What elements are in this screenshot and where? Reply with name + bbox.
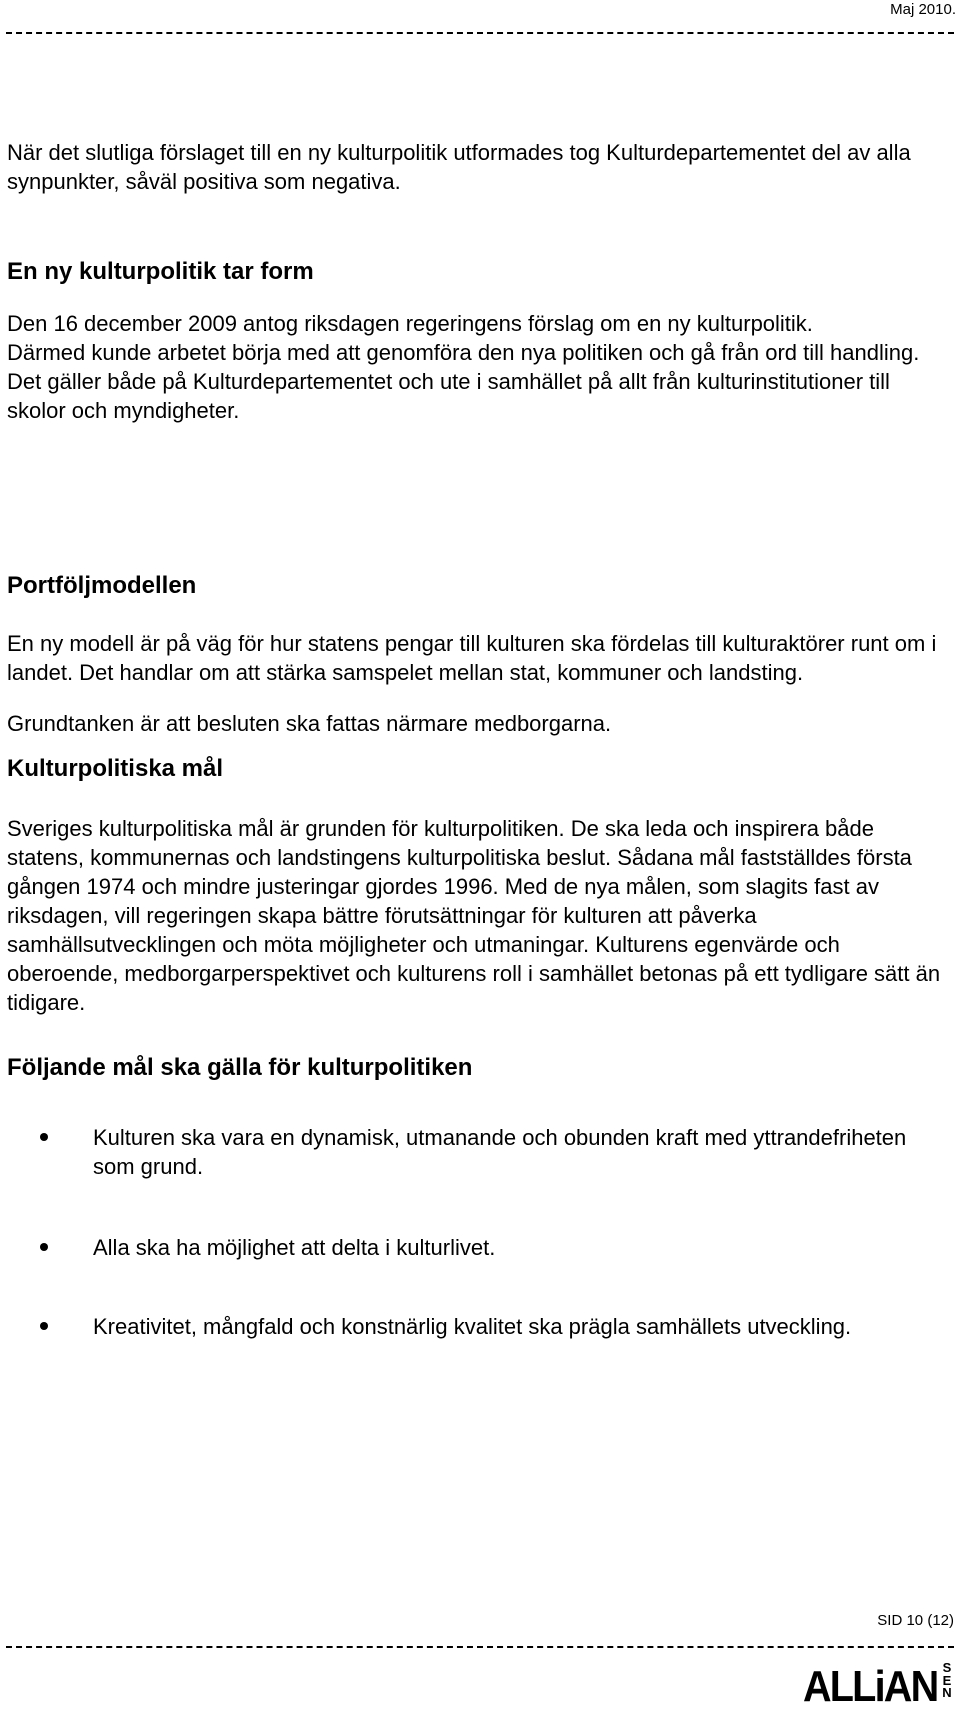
intro-paragraph: När det slutliga förslaget till en ny kulturpolitik utformades tog Kulturdepartementet del av alla synpunkter, såväl positiva som negativa. <box>7 140 911 194</box>
footer-divider <box>6 1646 954 1648</box>
alliansen-logo <box>803 1662 955 1712</box>
logo-stacked-letters: S E N <box>942 1660 952 1700</box>
list-item-text: Alla ska ha möjlighet att delta i kulturlivet. <box>93 1235 496 1260</box>
list-item <box>7 1312 947 1341</box>
logo-main-text: ALLiAN <box>803 1662 938 1711</box>
list-item-text: Kreativitet, mångfald och konstnärlig kvalitet ska prägla samhällets utveckling. <box>93 1314 852 1339</box>
section2-paragraph-2: Grundtanken är att besluten ska fattas närmare medborgarna. <box>7 711 612 736</box>
document-body <box>7 138 947 1393</box>
section1-paragraph-2: Därmed kunde arbetet börja med att genomföra den nya politiken och gå från ord till handling. Det gäller både på Kulturdepartementet och ute i samhället på allt från kulturinstitutioner till skolor och myndigheter. <box>7 340 920 423</box>
section-heading-following-goals: Följande mål ska gälla för kulturpolitiken <box>7 1054 473 1081</box>
section-heading-culture-policy-goals: Kulturpolitiska mål <box>7 755 224 782</box>
bullet-icon <box>40 1243 48 1251</box>
list-item <box>7 1123 947 1181</box>
header-divider <box>6 32 954 34</box>
header-date: Maj 2010. <box>890 1 956 18</box>
bullet-icon <box>40 1133 48 1141</box>
section-heading-new-culture-policy: En ny kulturpolitik tar form <box>7 258 314 285</box>
list-item <box>7 1233 947 1262</box>
section2-paragraph: En ny modell är på väg för hur statens pengar till kulturen ska fördelas till kulturaktörer runt om i landet. Det handlar om att stärka samspelet mellan stat, kommuner och landsting. <box>7 631 937 685</box>
section3-paragraph: Sveriges kulturpolitiska mål är grunden för kulturpolitiken. De ska leda och inspirera både statens, kommunernas och landstingens kulturpolitiska beslut. Sådana mål fastställdes första gången 1974 och mindre justeringar gjordes 1996. Med de nya målen, som slagits fast av riksdagen, vill regeringen skapa bättre förutsättningar för kulturen att påverka samhällsutvecklingen och möta möjligheter och utmaningar. Kulturens egenvärde och oberoende, medborgarperspektivet och kulturens roll i samhället betonas på ett tydligare sätt än tidigare. <box>7 816 941 1015</box>
bullet-icon <box>40 1322 48 1330</box>
section-heading-portfolio-model: Portföljmodellen <box>7 572 197 599</box>
section1-paragraph: Den 16 december 2009 antog riksdagen regeringens förslag om en ny kulturpolitik. <box>7 311 813 336</box>
list-item-text: Kulturen ska vara en dynamisk, utmanande och obunden kraft med yttrandefriheten som grund. <box>93 1125 907 1179</box>
page-number: SID 10 (12) <box>877 1612 954 1629</box>
goals-list <box>7 1123 947 1341</box>
